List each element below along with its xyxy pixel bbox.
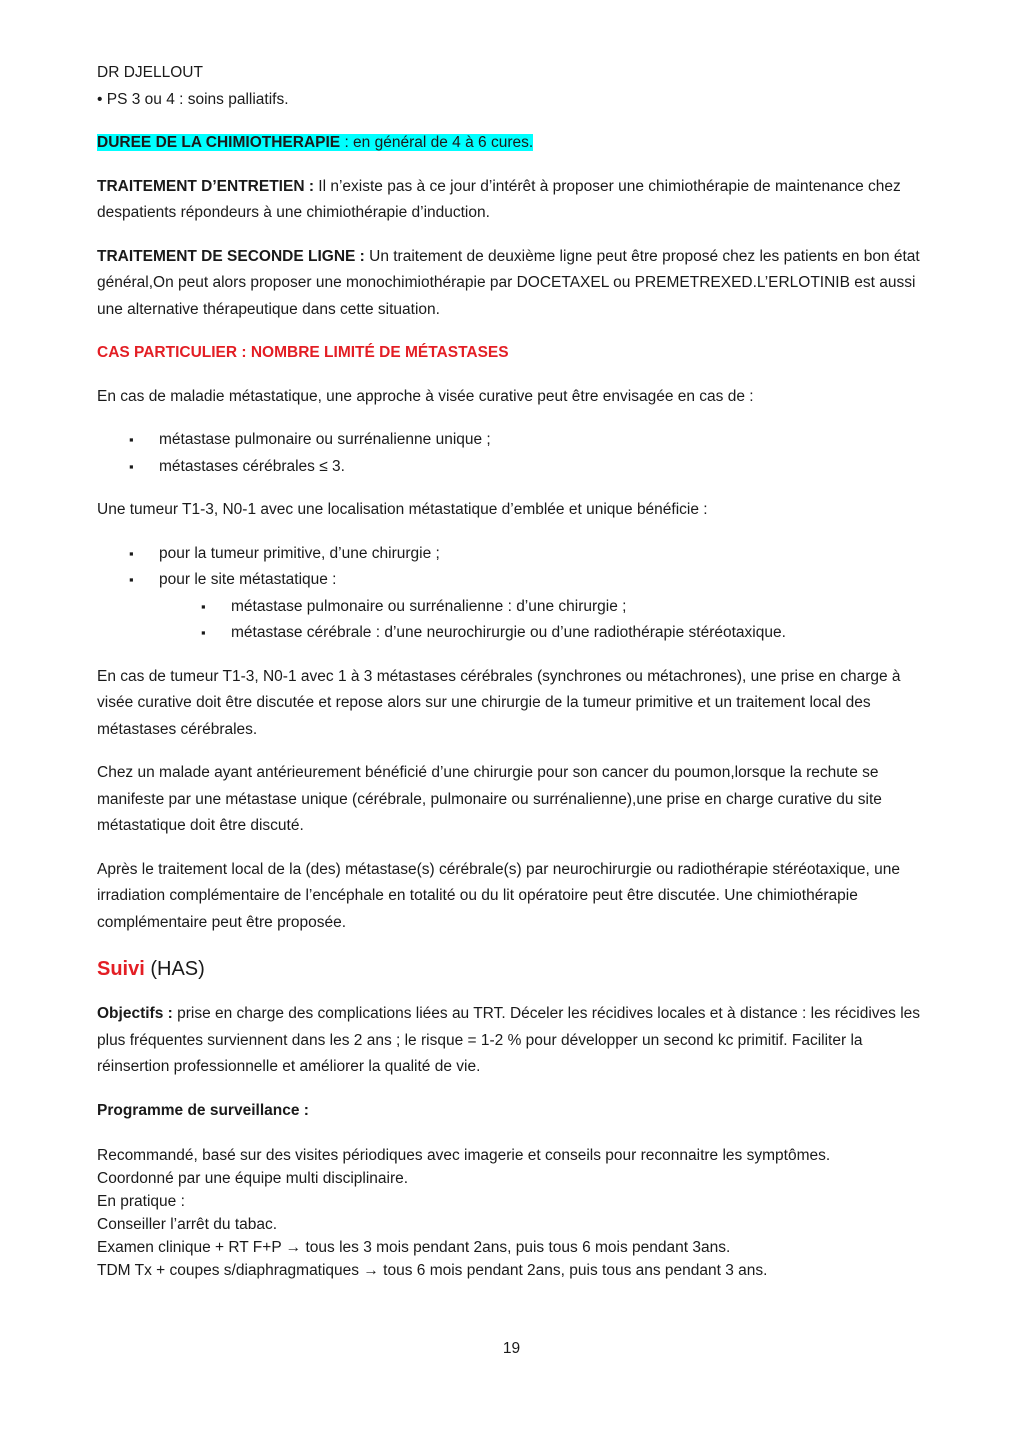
- tumeur-list: [97, 541, 937, 647]
- programme-line: En pratique :: [97, 1193, 185, 1210]
- cas-intro: En cas de maladie métastatique, une approche à visée curative peut être envisagée en cas de :: [97, 387, 754, 405]
- cas-particulier-title: CAS PARTICULIER : NOMBRE LIMITÉ DE MÉTASTASES: [97, 344, 509, 361]
- paragraph-1: En cas de tumeur T1-3, N0-1 avec 1 à 3 métastases cérébrales (synchrones ou métachrones), une prise en charge à visée curative doit être discutée et repose alors sur une chirurgie de la tumeur primitive et un traitement local des métastases cérébrales.: [97, 667, 901, 738]
- list-item: ▪ métastase cérébrale : d’une neurochirurgie ou d’une radiothérapie stéréotaxique.: [97, 620, 937, 647]
- site-list: [159, 594, 937, 647]
- duree-label: DUREE DE LA CHIMIOTHERAPIE: [97, 134, 341, 151]
- entretien-label: TRAITEMENT D’ENTRETIEN :: [97, 177, 314, 195]
- page-number: 19: [502, 1340, 521, 1357]
- list-item-label: pour le site métastatique :: [159, 571, 337, 588]
- tumeur-intro: Une tumeur T1-3, N0-1 avec une localisation métastatique d’emblée et unique bénéficie :: [97, 501, 708, 518]
- duree-paragraph: [97, 130, 937, 157]
- programme-line: Coordonné par une équipe multi disciplinaire.: [97, 1170, 409, 1187]
- list-item: [97, 567, 937, 647]
- suivi-heading: [97, 954, 937, 984]
- list-item: ▪ métastases cérébrales ≤ 3.: [97, 454, 937, 481]
- seconde-label: TRAITEMENT DE SECONDE LIGNE :: [97, 247, 365, 265]
- entretien-paragraph: [97, 174, 937, 227]
- document-page: [97, 60, 937, 1282]
- objectifs-text: prise en charge des complications liées au TRT. Déceler les récidives locales et à distance : les récidives les plus fréquentes surviennent dans les 2 ans ; le risque = 1-2 % pour développer un second kc primitif. Faciliter la réinsertion professionnelle et améliorer la qualité de vie.: [97, 1005, 921, 1075]
- cas-list: [97, 427, 937, 480]
- list-item: ▪ métastase pulmonaire ou surrénalienne unique ;: [97, 427, 937, 454]
- programme-line: TDM Tx + coupes s/diaphragmatiques → tous 6 mois pendant 2ans, puis tous ans pendant 3 ans.: [97, 1262, 768, 1279]
- programme-line: Conseiller l’arrêt du tabac.: [97, 1216, 278, 1233]
- header-author: DR DJELLOUT: [97, 64, 203, 81]
- programme-title: Programme de surveillance :: [97, 1101, 309, 1119]
- suivi-suffix: (HAS): [144, 958, 205, 980]
- seconde-paragraph: [97, 244, 937, 324]
- programme-lines: [97, 1144, 937, 1282]
- paragraph-3: Après le traitement local de la (des) métastase(s) cérébrale(s) par neurochirurgie ou radiothérapie stéréotaxique, une irradiation complémentaire de l’encéphale en totalité ou du lit opératoire peut être discutée. Une chimiothérapie complémentaire peut être proposée.: [97, 860, 900, 931]
- list-item: ▪ pour la tumeur primitive, d’une chirurgie ;: [97, 541, 937, 568]
- objectifs-paragraph: [97, 1001, 937, 1081]
- paragraph-2: Chez un malade ayant antérieurement bénéficié d’une chirurgie pour son cancer du poumon,lorsque la rechute se manifeste par une métastase unique (cérébrale, pulmonaire ou surrénalienne),une prise en charge curative du site métastatique doit être discuté.: [97, 764, 882, 834]
- entretien-text: Il n’existe pas à ce jour d’intérêt à proposer une chimiothérapie de maintenance chez despatients répondeurs à une chimiothérapie d’induction.: [97, 177, 901, 221]
- list-item: ▪ métastase pulmonaire ou surrénalienne : d’une chirurgie ;: [97, 594, 937, 621]
- duree-text: : en général de 4 à 6 cures.: [340, 134, 534, 151]
- ps-line: • PS 3 ou 4 : soins palliatifs.: [97, 90, 289, 108]
- seconde-text: Un traitement de deuxième ligne peut être proposé chez les patients en bon état général,On peut alors proposer une monochimiothérapie par DOCETAXEL ou PREMETREXED.L’ERLOTINIB est aussi une alternative thérapeutique dans cette situation.: [97, 247, 920, 318]
- programme-line: Recommandé, basé sur des visites périodiques avec imagerie et conseils pour reconnaitre les symptômes.: [97, 1147, 831, 1164]
- suivi-title: Suivi: [97, 958, 145, 980]
- programme-line: Examen clinique + RT F+P → tous les 3 mois pendant 2ans, puis tous 6 mois pendant 3ans.: [97, 1239, 731, 1256]
- objectifs-label: Objectifs :: [97, 1005, 173, 1022]
